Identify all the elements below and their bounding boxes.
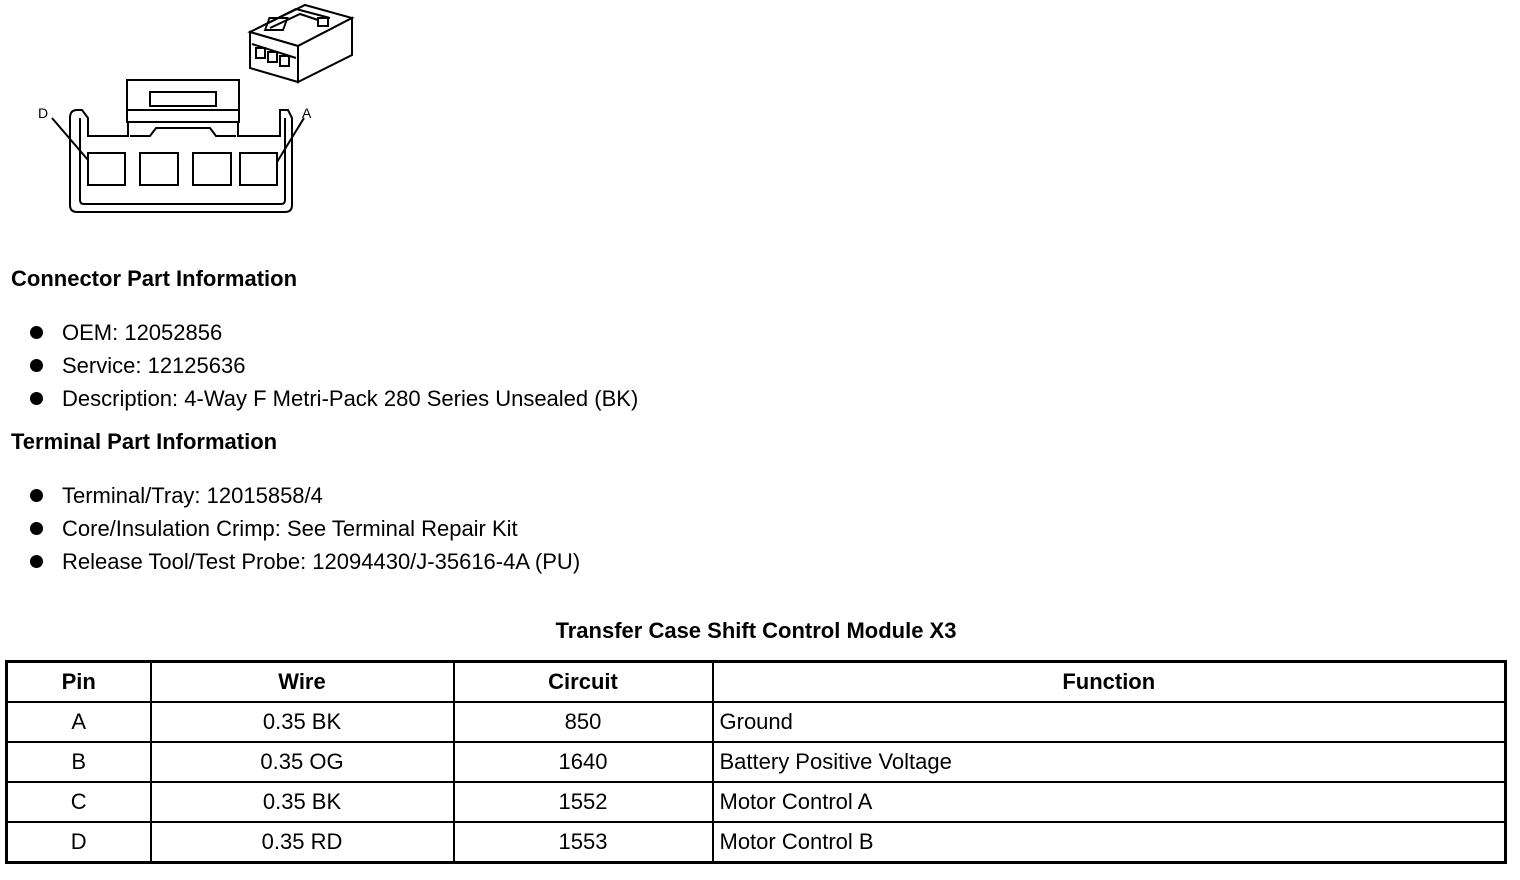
connector-info-heading: Connector Part Information (11, 266, 298, 291)
bullet-icon (30, 392, 43, 405)
cell-circuit: 850 (454, 702, 713, 742)
table-header-row (7, 662, 1506, 703)
cell-function: Ground (713, 702, 1506, 742)
bullet-icon (30, 326, 43, 339)
leader-line-a (277, 118, 304, 162)
bullet-icon (30, 359, 43, 372)
table-row (7, 822, 1506, 863)
cavity-b (193, 153, 231, 185)
terminal-info-heading: Terminal Part Information (11, 429, 278, 454)
cell-function: Motor Control B (713, 822, 1506, 863)
connector-face-outline (70, 80, 292, 212)
bullet-icon (30, 555, 43, 568)
list-item: Description: 4-Way F Metri-Pack 280 Series Unsealed (BK) (28, 382, 638, 415)
column-header-function: Function (713, 662, 1506, 703)
cell-wire: 0.35 OG (151, 742, 454, 782)
cell-function: Battery Positive Voltage (713, 742, 1506, 782)
connector-info-list (28, 316, 638, 415)
table-row (7, 742, 1506, 782)
cell-pin: C (7, 782, 151, 822)
list-item: OEM: 12052856 (28, 316, 638, 349)
terminal-info-list (28, 479, 580, 578)
cell-circuit: 1553 (454, 822, 713, 863)
cavity-c (140, 153, 178, 185)
table-title: Transfer Case Shift Control Module X3 (555, 618, 957, 643)
table-row (7, 702, 1506, 742)
list-item: Core/Insulation Crimp: See Terminal Repair Kit (28, 512, 580, 545)
cell-circuit: 1640 (454, 742, 713, 782)
table-row (7, 782, 1506, 822)
list-item: Release Tool/Test Probe: 12094430/J-35616-4A (PU) (28, 545, 580, 578)
cell-circuit: 1552 (454, 782, 713, 822)
cell-pin: D (7, 822, 151, 863)
cell-wire: 0.35 BK (151, 782, 454, 822)
cavity-d (88, 153, 125, 185)
column-header-wire: Wire (151, 662, 454, 703)
cell-function: Motor Control A (713, 782, 1506, 822)
pin-label-a: A (302, 105, 312, 121)
connector-isometric-icon (250, 5, 352, 82)
cell-pin: A (7, 702, 151, 742)
bullet-icon (30, 522, 43, 535)
cell-wire: 0.35 BK (151, 702, 454, 742)
column-header-circuit: Circuit (454, 662, 713, 703)
cell-wire: 0.35 RD (151, 822, 454, 863)
cell-pin: B (7, 742, 151, 782)
cavity-a (240, 153, 277, 185)
connector-face-diagram (0, 0, 370, 225)
list-item: Service: 12125636 (28, 349, 638, 382)
bullet-icon (30, 489, 43, 502)
pinout-table (5, 660, 1507, 864)
column-header-pin: Pin (7, 662, 151, 703)
list-item: Terminal/Tray: 12015858/4 (28, 479, 580, 512)
pin-label-d: D (38, 105, 49, 121)
